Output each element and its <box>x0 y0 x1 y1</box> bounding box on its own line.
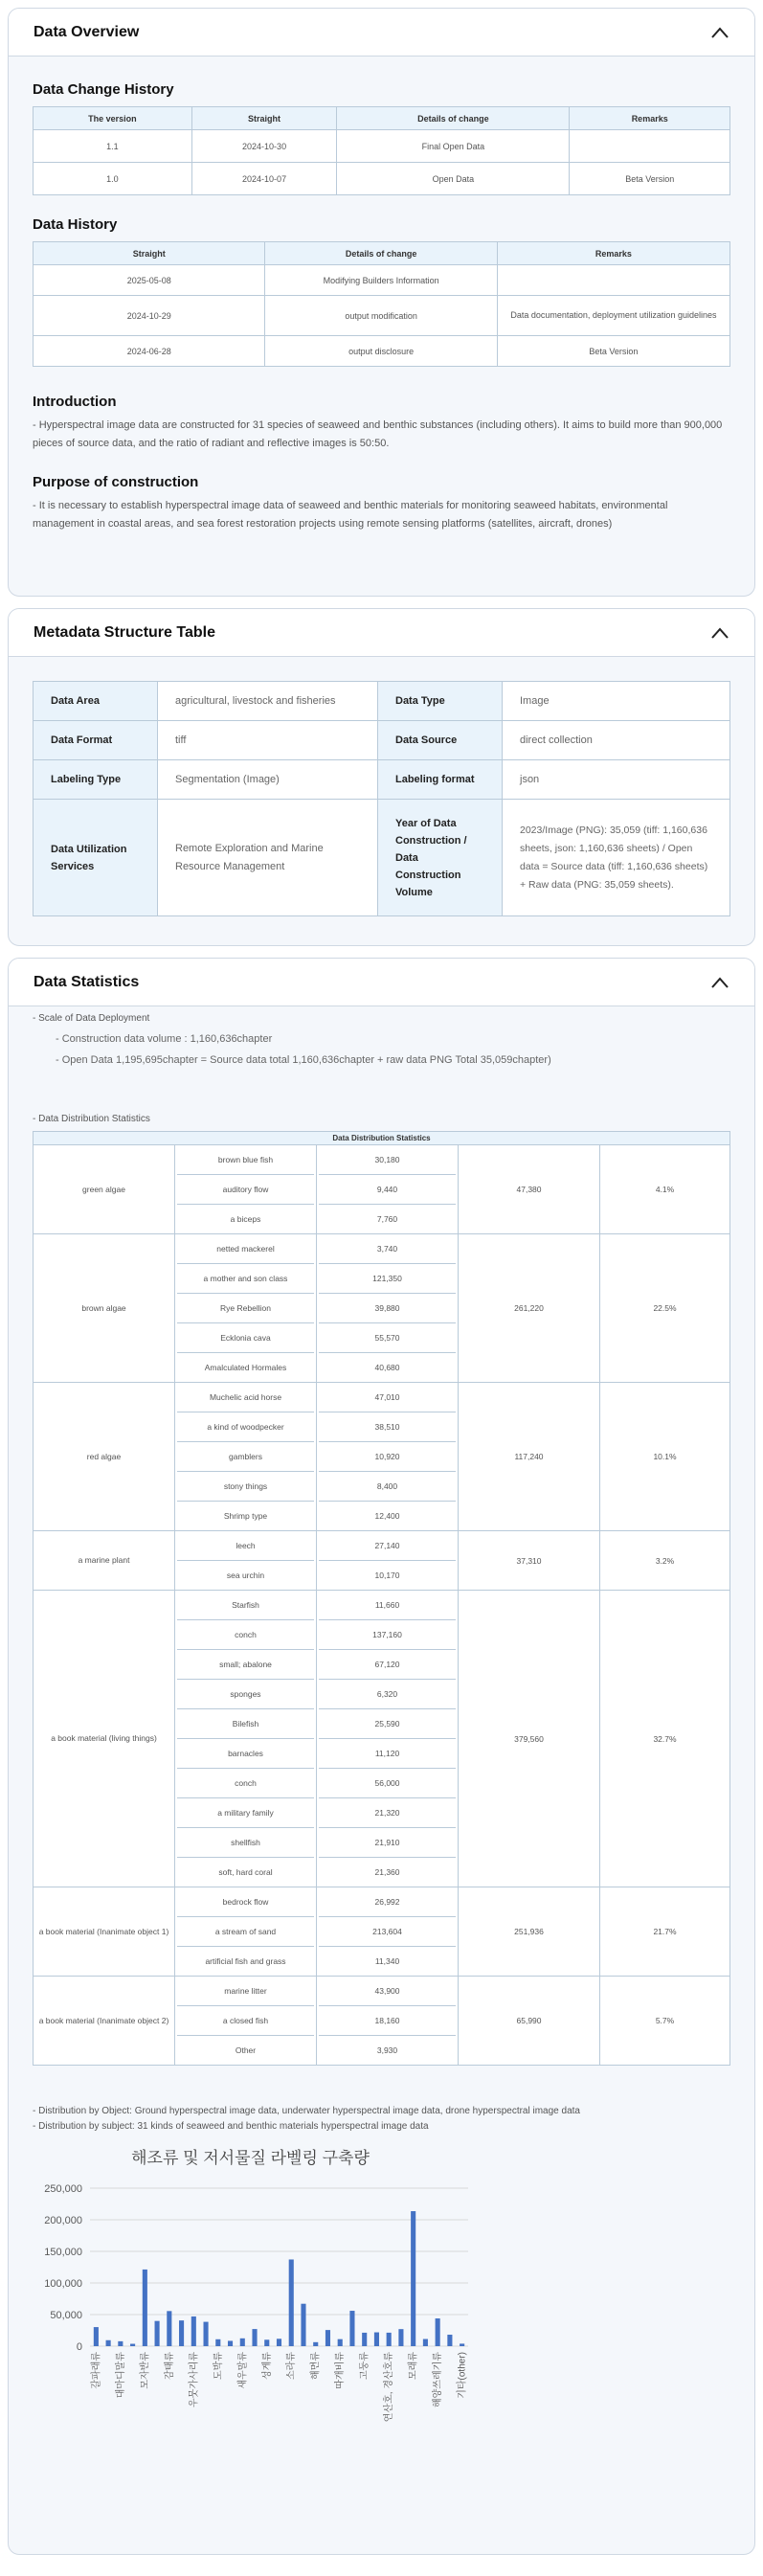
y-tick-label: 250,000 <box>44 2183 82 2195</box>
item-name: Other <box>175 2036 317 2066</box>
item-name: sponges <box>175 1680 317 1709</box>
metadata-value: agricultural, livestock and fisheries <box>158 682 378 721</box>
bar <box>349 2311 354 2346</box>
table-row <box>34 336 730 367</box>
item-value: 11,120 <box>317 1739 459 1769</box>
data-overview-body <box>9 56 754 551</box>
item-name: a biceps <box>175 1205 317 1234</box>
item-name: netted mackerel <box>175 1234 317 1264</box>
y-tick-label: 150,000 <box>44 2247 82 2258</box>
item-value: 121,350 <box>317 1264 459 1294</box>
purpose-title: Purpose of construction <box>33 474 199 490</box>
distribution-table <box>33 1131 730 2066</box>
data-history-title: Data History <box>33 216 118 233</box>
item-value: 3,740 <box>317 1234 459 1264</box>
item-value: 213,604 <box>317 1917 459 1947</box>
change-history-table <box>33 106 730 195</box>
item-value: 67,120 <box>317 1650 459 1680</box>
item-name: a military family <box>175 1798 317 1828</box>
item-value: 7,760 <box>317 1205 459 1234</box>
item-name: sea urchin <box>175 1561 317 1591</box>
bar <box>423 2339 428 2346</box>
bar <box>204 2322 209 2346</box>
metadata-header[interactable] <box>9 609 754 657</box>
chart-title: 해조류 및 저서물질 라벨링 구축량 <box>131 2149 370 2167</box>
bar <box>118 2341 123 2346</box>
item-name: Amalculated Hormales <box>175 1353 317 1383</box>
x-tick-label: 도박류 <box>213 2352 224 2380</box>
data-history-table <box>33 241 730 367</box>
item-value: 6,320 <box>317 1680 459 1709</box>
construction-volume: - Construction data volume : 1,160,636chapter <box>56 1033 273 1045</box>
chart-container <box>33 2142 730 2434</box>
metadata-row <box>34 682 730 721</box>
data-statistics-panel <box>8 958 755 2555</box>
table-cell <box>497 265 729 296</box>
x-tick-label: 소라류 <box>286 2352 298 2380</box>
item-value: 137,160 <box>317 1620 459 1650</box>
metadata-key: Data Source <box>378 721 503 760</box>
x-tick-label: 기타(other) <box>457 2352 468 2399</box>
table-title-row <box>34 1132 730 1145</box>
table-header: Remarks <box>570 107 730 130</box>
change-history-title: Data Change History <box>33 81 174 98</box>
data-overview-header[interactable] <box>9 9 754 56</box>
bar <box>191 2316 196 2346</box>
x-tick-label: 갈파래류 <box>91 2352 102 2389</box>
table-row <box>34 1145 730 1175</box>
table-cell: 1.0 <box>34 163 192 195</box>
group-name: a book material (living things) <box>34 1591 175 1887</box>
item-name: brown blue fish <box>175 1145 317 1175</box>
table-row <box>34 1383 730 1412</box>
y-tick-label: 100,000 <box>44 2278 82 2290</box>
metadata-table <box>33 681 730 916</box>
metadata-key: Data Format <box>34 721 158 760</box>
table-cell: output disclosure <box>265 336 497 367</box>
item-value: 27,140 <box>317 1531 459 1561</box>
data-statistics-header[interactable] <box>9 959 754 1006</box>
table-header: Details of change <box>265 242 497 265</box>
y-tick-label: 0 <box>76 2341 82 2353</box>
bar <box>460 2343 464 2346</box>
table-cell: Beta Version <box>497 336 729 367</box>
introduction-title: Introduction <box>33 394 117 410</box>
metadata-value: json <box>503 760 730 800</box>
bar <box>228 2340 233 2346</box>
table-cell: 2024-10-30 <box>191 130 336 163</box>
metadata-key: Data Area <box>34 682 158 721</box>
bar <box>325 2330 330 2346</box>
item-value: 56,000 <box>317 1769 459 1798</box>
group-percent: 3.2% <box>600 1531 730 1591</box>
x-tick-label: 연산호, 경산호류 <box>384 2352 395 2423</box>
item-name: gamblers <box>175 1442 317 1472</box>
note-line: - Distribution by subject: 31 kinds of seaweed and benthic materials hyperspectral image data <box>33 2121 429 2132</box>
item-value: 11,660 <box>317 1591 459 1620</box>
bar <box>143 2270 147 2346</box>
bar <box>313 2342 318 2346</box>
group-percent: 32.7% <box>600 1591 730 1887</box>
metadata-row <box>34 721 730 760</box>
metadata-value: Segmentation (Image) <box>158 760 378 800</box>
item-name: leech <box>175 1531 317 1561</box>
item-name: auditory flow <box>175 1175 317 1205</box>
item-name: soft, hard coral <box>175 1858 317 1887</box>
table-cell: Data documentation, deployment utilization guidelines <box>497 296 729 336</box>
metadata-value: Image <box>503 682 730 721</box>
table-header: Straight <box>34 242 265 265</box>
bar <box>155 2321 160 2346</box>
table-row <box>34 1531 730 1561</box>
item-value: 25,590 <box>317 1709 459 1739</box>
x-tick-label: 모자반류 <box>140 2352 151 2389</box>
table-header: Details of change <box>337 107 570 130</box>
bar <box>167 2311 171 2346</box>
item-name: conch <box>175 1620 317 1650</box>
open-data-volume: - Open Data 1,195,695chapter = Source data total 1,160,636chapter + raw data PNG Total 35,059chapter) <box>56 1054 551 1066</box>
x-tick-label: 대마디말류 <box>115 2352 126 2399</box>
bar <box>106 2340 111 2346</box>
table-cell: Modifying Builders Information <box>265 265 497 296</box>
item-value: 55,570 <box>317 1323 459 1353</box>
bar <box>264 2339 269 2346</box>
bar-chart <box>33 2142 482 2429</box>
bar <box>277 2339 281 2346</box>
data-overview-panel <box>8 8 755 597</box>
purpose-text: - It is necessary to establish hyperspectral image data of seaweed and benthic materials for monitoring seaweed habitats, environmental management in coastal areas, and sea forest restoration projects using remote sensing platforms (satellites, aircraft, drones) <box>33 500 668 530</box>
group-name: a book material (Inanimate object 2) <box>34 1977 175 2066</box>
table-row <box>34 1591 730 1620</box>
x-tick-label: 모래류 <box>408 2352 419 2380</box>
chevron-up-icon[interactable] <box>710 26 729 39</box>
group-name: a book material (Inanimate object 1) <box>34 1887 175 1977</box>
item-value: 3,930 <box>317 2036 459 2066</box>
panel-title: Metadata Structure Table <box>34 623 215 641</box>
item-name: a stream of sand <box>175 1917 317 1947</box>
group-name: a marine plant <box>34 1531 175 1591</box>
item-value: 9,440 <box>317 1175 459 1205</box>
bar <box>252 2329 257 2346</box>
chevron-up-icon[interactable] <box>710 626 729 640</box>
y-tick-label: 200,000 <box>44 2215 82 2226</box>
table-header: Straight <box>191 107 336 130</box>
table-cell: 2025-05-08 <box>34 265 265 296</box>
item-value: 10,920 <box>317 1442 459 1472</box>
data-statistics-body <box>9 1006 754 2452</box>
bar <box>447 2335 452 2346</box>
table-cell: 2024-10-29 <box>34 296 265 336</box>
table-row <box>34 1234 730 1264</box>
item-name: artificial fish and grass <box>175 1947 317 1977</box>
item-value: 40,680 <box>317 1353 459 1383</box>
table-header-row <box>34 242 730 265</box>
metadata-row <box>34 760 730 800</box>
group-percent: 10.1% <box>600 1383 730 1531</box>
item-name: conch <box>175 1769 317 1798</box>
y-tick-label: 50,000 <box>50 2310 82 2321</box>
item-name: a mother and son class <box>175 1264 317 1294</box>
distribution-label: - Data Distribution Statistics <box>33 1114 150 1124</box>
table-cell: Final Open Data <box>337 130 570 163</box>
group-percent: 21.7% <box>600 1887 730 1977</box>
table-header-row <box>34 107 730 130</box>
x-tick-label: 따개비류 <box>335 2352 347 2389</box>
chevron-up-icon[interactable] <box>710 976 729 989</box>
table-cell: 2024-06-28 <box>34 336 265 367</box>
scale-label: - Scale of Data Deployment <box>33 1013 150 1024</box>
group-total: 47,380 <box>459 1145 600 1234</box>
group-name: red algae <box>34 1383 175 1531</box>
bar <box>289 2259 294 2346</box>
group-total: 379,560 <box>459 1591 600 1887</box>
bar <box>215 2339 220 2346</box>
bar <box>240 2339 245 2346</box>
bar <box>374 2333 379 2346</box>
table-cell <box>570 130 730 163</box>
bar <box>436 2318 440 2346</box>
metadata-row <box>34 800 730 916</box>
item-name: shellfish <box>175 1828 317 1858</box>
group-total: 65,990 <box>459 1977 600 2066</box>
item-value: 21,910 <box>317 1828 459 1858</box>
item-value: 26,992 <box>317 1887 459 1917</box>
metadata-key: Labeling format <box>378 760 503 800</box>
item-value: 21,360 <box>317 1858 459 1887</box>
item-name: marine litter <box>175 1977 317 2006</box>
metadata-value: direct collection <box>503 721 730 760</box>
item-name: Starfish <box>175 1591 317 1620</box>
panel-title: Data Overview <box>34 23 140 40</box>
x-tick-label: 고둥류 <box>359 2352 370 2380</box>
x-tick-label: 해면류 <box>310 2352 322 2380</box>
item-value: 11,340 <box>317 1947 459 1977</box>
item-value: 47,010 <box>317 1383 459 1412</box>
table-cell: output modification <box>265 296 497 336</box>
item-value: 39,880 <box>317 1294 459 1323</box>
table-row <box>34 163 730 195</box>
table-cell: Open Data <box>337 163 570 195</box>
table-row <box>34 1887 730 1917</box>
metadata-body <box>9 657 754 934</box>
table-row <box>34 265 730 296</box>
metadata-key: Labeling Type <box>34 760 158 800</box>
x-tick-label: 성게류 <box>261 2352 273 2380</box>
group-total: 261,220 <box>459 1234 600 1383</box>
bar <box>179 2320 184 2346</box>
bar <box>387 2333 392 2346</box>
table-cell: 1.1 <box>34 130 192 163</box>
metadata-key: Year of Data Construction / Data Construction Volume <box>378 800 503 916</box>
metadata-key: Data Type <box>378 682 503 721</box>
item-value: 12,400 <box>317 1502 459 1531</box>
metadata-value: tiff <box>158 721 378 760</box>
table-row <box>34 1977 730 2006</box>
distribution-notes <box>33 2104 730 2135</box>
item-name: a closed fish <box>175 2006 317 2036</box>
item-name: Muchelic acid horse <box>175 1383 317 1412</box>
table-cell: 2024-10-07 <box>191 163 336 195</box>
item-value: 38,510 <box>317 1412 459 1442</box>
group-total: 37,310 <box>459 1531 600 1591</box>
group-percent: 22.5% <box>600 1234 730 1383</box>
x-tick-label: 해양쓰레기류 <box>433 2352 444 2407</box>
group-total: 251,936 <box>459 1887 600 1977</box>
item-name: stony things <box>175 1472 317 1502</box>
item-name: a kind of woodpecker <box>175 1412 317 1442</box>
item-name: barnacles <box>175 1739 317 1769</box>
introduction-text: - Hyperspectral image data are constructed for 31 species of seaweed and benthic substances (including others). It aims to build more than 900,000 pieces of source data, and the ratio of radiant and reflective images is 50:50. <box>33 419 723 449</box>
table-header: The version <box>34 107 192 130</box>
item-name: bedrock flow <box>175 1887 317 1917</box>
item-value: 18,160 <box>317 2006 459 2036</box>
item-name: Shrimp type <box>175 1502 317 1531</box>
item-name: Rye Rebellion <box>175 1294 317 1323</box>
item-value: 10,170 <box>317 1561 459 1591</box>
metadata-value: Remote Exploration and Marine Resource Management <box>158 800 378 916</box>
item-value: 43,900 <box>317 1977 459 2006</box>
item-name: Ecklonia cava <box>175 1323 317 1353</box>
group-total: 117,240 <box>459 1383 600 1531</box>
x-tick-label: 새우말류 <box>237 2352 249 2389</box>
bar <box>398 2329 403 2346</box>
bar <box>94 2327 99 2346</box>
group-name: green algae <box>34 1145 175 1234</box>
table-header: Remarks <box>497 242 729 265</box>
item-value: 30,180 <box>317 1145 459 1175</box>
bar <box>338 2339 343 2346</box>
note-line: - Distribution by Object: Ground hyperspectral image data, underwater hyperspectral image data, drone hyperspectral image data <box>33 2106 580 2116</box>
table-cell: Beta Version <box>570 163 730 195</box>
metadata-panel <box>8 608 755 946</box>
panel-title: Data Statistics <box>34 973 140 990</box>
table-title: Data Distribution Statistics <box>34 1132 730 1145</box>
x-tick-label: 우뭇가사리류 <box>189 2352 200 2407</box>
metadata-key: Data Utilization Services <box>34 800 158 916</box>
bar <box>362 2333 367 2346</box>
group-name: brown algae <box>34 1234 175 1383</box>
table-row <box>34 130 730 163</box>
group-percent: 5.7% <box>600 1977 730 2066</box>
table-row <box>34 296 730 336</box>
x-tick-label: 감태류 <box>164 2352 175 2380</box>
item-name: small; abalone <box>175 1650 317 1680</box>
bar <box>411 2211 415 2346</box>
item-value: 21,320 <box>317 1798 459 1828</box>
metadata-value: 2023/Image (PNG): 35,059 (tiff: 1,160,636 sheets, json: 1,160,636 sheets) / Open data = Source data (tiff: 1,160,636 sheets) + Raw data (PNG: 35,059 sheets). <box>503 800 730 916</box>
bar <box>130 2344 135 2346</box>
bar <box>301 2304 305 2346</box>
item-name: Bilefish <box>175 1709 317 1739</box>
item-value: 8,400 <box>317 1472 459 1502</box>
group-percent: 4.1% <box>600 1145 730 1234</box>
